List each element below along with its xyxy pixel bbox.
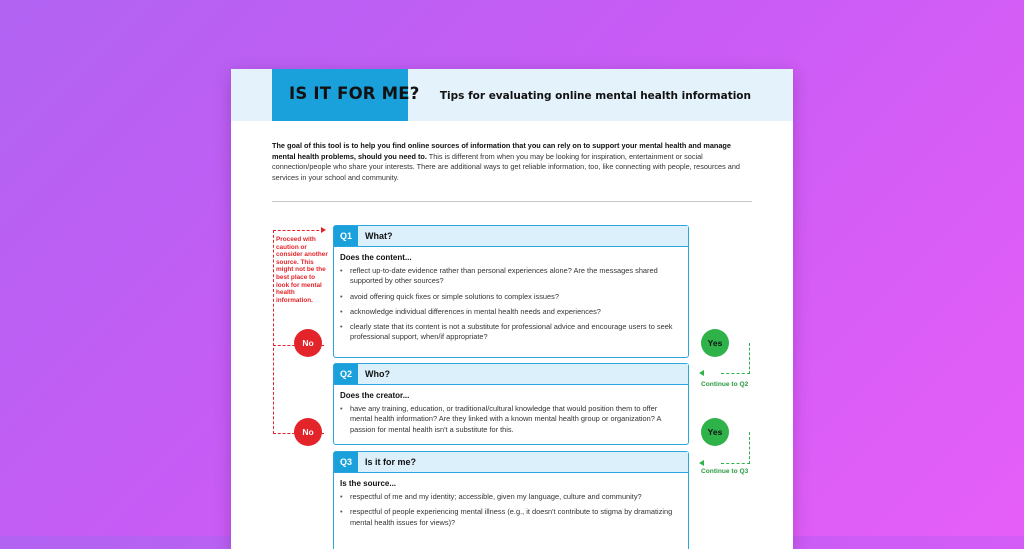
no-label: No: [302, 427, 314, 437]
intro-bold: The goal of this tool is to help you find online sources of information that you can rely on to support your mental health and manage mental health problems, should you need to.: [272, 141, 731, 161]
criteria-list: [334, 266, 688, 343]
question-number: Q2: [334, 364, 358, 384]
question-title: Who?: [365, 369, 390, 379]
question-title: Is it for me?: [365, 457, 417, 467]
list-item: • respectful of me and my identity; accessible, given my language, culture and community?: [340, 492, 678, 502]
yes-label: Yes: [707, 427, 723, 437]
question-card-q1: [333, 225, 689, 358]
question-lead: Does the content...: [340, 253, 412, 262]
list-item: • clearly state that its content is not a substitute for professional advice and encourage users to seek professional support, when/if appropriate?: [340, 322, 678, 343]
question-card-q3: [333, 451, 689, 549]
no-badge-q2: [294, 418, 322, 446]
no-badge-q1: [294, 329, 322, 357]
list-item: • reflect up-to-date evidence rather than personal experiences alone? Are the messages shared supported by other sources?: [340, 266, 678, 287]
question-lead: Is the source...: [340, 479, 397, 488]
question-number: Q3: [334, 452, 358, 472]
question-header: [334, 226, 688, 247]
divider: [272, 201, 752, 202]
continue-to-q2-label: Continue to Q2: [701, 381, 749, 388]
document-sheet: [231, 69, 793, 549]
list-item: • have any training, education, or traditional/cultural knowledge that would position them to offer mental health information? Are they linked with a known mental health group or organization? A passion for mental health isn't a substitute for this.: [340, 404, 678, 435]
list-item: • respectful of people experiencing mental illness (e.g., it doesn't contribute to stigma by dramatizing mental health issues for views)?: [340, 507, 678, 528]
question-number: Q1: [334, 226, 358, 246]
intro-rest: This is different from when you may be looking for inspiration, entertainment or social connection/people who share your interests. There are additional ways to get reliable information, too, like connecting with people, resources and services in your school and community.: [272, 151, 740, 182]
red-arrow-right-icon: [321, 227, 326, 233]
yes-label: Yes: [707, 338, 723, 348]
document-title: IS IT FOR ME?: [289, 84, 420, 103]
criteria-list: [334, 492, 688, 528]
caution-note: Proceed with caution or consider another source. This might not be the best place to look for mental health information.: [276, 236, 328, 304]
continue-to-q3-label: Continue to Q3: [701, 468, 749, 475]
no-label: No: [302, 338, 314, 348]
document-subtitle: Tips for evaluating online mental health information: [439, 90, 751, 102]
question-header: [334, 364, 688, 385]
question-card-q2: [333, 363, 689, 445]
intro-paragraph: [272, 141, 752, 183]
green-arrow-left-icon: [699, 460, 704, 466]
green-flow-line-q2: [721, 432, 750, 464]
green-arrow-left-icon: [699, 370, 704, 376]
list-item: • acknowledge individual differences in mental health needs and experiences?: [340, 307, 678, 317]
criteria-list: [334, 404, 688, 435]
question-header: [334, 452, 688, 473]
question-title: What?: [365, 231, 393, 241]
title-box: [272, 69, 420, 121]
list-item: • avoid offering quick fixes or simple solutions to complex issues?: [340, 292, 678, 302]
green-flow-line-q1: [721, 343, 750, 374]
question-lead: Does the creator...: [340, 391, 410, 400]
